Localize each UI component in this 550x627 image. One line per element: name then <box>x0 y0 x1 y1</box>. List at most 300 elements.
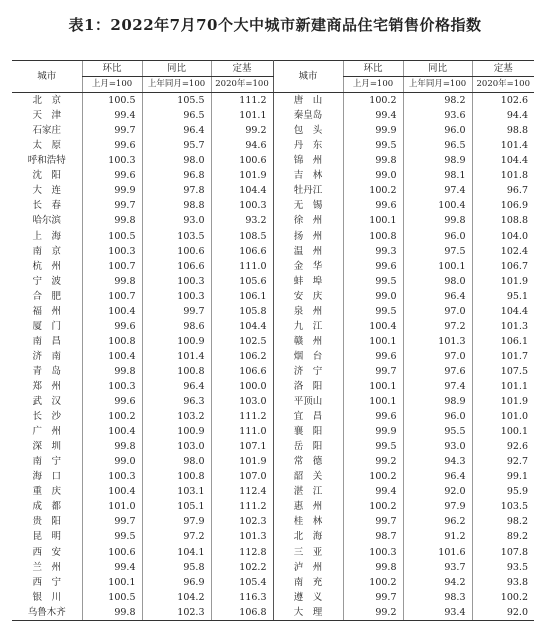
left-fixed-cell: 106.2 <box>211 349 273 364</box>
left-fixed-cell: 108.5 <box>211 229 273 244</box>
table-row <box>12 379 534 394</box>
right-fixed-cell: 93.5 <box>472 560 534 575</box>
right-city-cell: 韶 关 <box>293 471 323 483</box>
right-fixed-cell: 98.8 <box>472 123 534 138</box>
left-yoy-cell: 100.8 <box>142 469 211 484</box>
left-fixed-cell: 111.0 <box>211 424 273 439</box>
right-city-cell: 惠 州 <box>293 501 323 513</box>
left-city-cell: 青 岛 <box>32 365 61 377</box>
left-fixed-cell: 105.4 <box>211 575 273 590</box>
left-city-cell: 深 圳 <box>32 441 61 453</box>
left-city-cell: 武 汉 <box>32 396 61 408</box>
right-mom-cell: 100.2 <box>343 183 403 198</box>
left-city-cell: 南 昌 <box>32 335 61 347</box>
left-fixed-cell: 111.0 <box>211 259 273 274</box>
left-city-cell: 沈 阳 <box>32 170 61 182</box>
right-fixed-cell: 101.9 <box>472 394 534 409</box>
left-city-cell: 乌鲁木齐 <box>12 605 82 621</box>
left-yoy-cell: 103.5 <box>142 229 211 244</box>
right-mom-cell: 99.5 <box>343 274 403 289</box>
left-city-cell: 长 春 <box>32 200 61 212</box>
right-mom-cell: 99.0 <box>343 168 403 183</box>
table-row <box>12 138 534 153</box>
right-fixed-cell: 93.8 <box>472 575 534 590</box>
left-city-cell: 太 原 <box>32 140 61 152</box>
right-mom-cell: 100.4 <box>343 319 403 334</box>
right-yoy-cell: 93.6 <box>403 108 472 123</box>
left-city-cell: 海 口 <box>32 471 61 483</box>
left-yoy-cell: 95.8 <box>142 560 211 575</box>
right-city-cell: 北 海 <box>293 531 323 543</box>
table-row <box>12 259 534 274</box>
right-mom-cell: 99.4 <box>343 484 403 499</box>
left-city-cell: 上 海 <box>32 230 61 242</box>
table-row <box>12 319 534 334</box>
right-mom-cell: 99.9 <box>343 424 403 439</box>
right-mom-cell: 99.8 <box>343 153 403 168</box>
right-mom-cell: 99.5 <box>343 138 403 153</box>
left-city-cell: 厦 门 <box>32 320 61 332</box>
left-yoy-cell: 102.3 <box>142 605 211 621</box>
table-row <box>12 123 534 138</box>
right-city-cell: 金 华 <box>293 260 323 272</box>
left-mom-cell: 99.8 <box>82 605 142 621</box>
left-mom-cell: 99.6 <box>82 168 142 183</box>
right-yoy-cell: 98.2 <box>403 93 472 109</box>
right-mom-cell: 99.5 <box>343 439 403 454</box>
left-city-cell: 广 州 <box>32 426 61 438</box>
left-yoy-cell: 96.8 <box>142 168 211 183</box>
right-city-cell: 蚌 埠 <box>293 275 323 287</box>
right-yoy-cell: 98.3 <box>403 590 472 605</box>
left-mom-cell: 100.8 <box>82 334 142 349</box>
right-city-cell: 吉 林 <box>293 170 323 182</box>
right-city-cell: 大 理 <box>273 605 343 621</box>
left-city-cell: 石家庄 <box>32 125 61 137</box>
left-yoy-cell: 95.7 <box>142 138 211 153</box>
right-fixed-cell: 104.4 <box>472 153 534 168</box>
left-mom-cell: 100.3 <box>82 153 142 168</box>
left-city-cell: 西 宁 <box>32 576 61 588</box>
right-fixed-cell: 101.3 <box>472 319 534 334</box>
right-city-cell: 牡丹江 <box>293 185 323 197</box>
right-yoy-cell: 97.9 <box>403 499 472 514</box>
right-fixed-cell: 94.4 <box>472 108 534 123</box>
city-header-right: 城市 <box>273 61 343 93</box>
right-city-cell: 桂 林 <box>293 516 323 528</box>
left-city-cell: 北 京 <box>32 95 61 107</box>
left-mom-cell: 100.3 <box>82 379 142 394</box>
yoy-base-left: 上年同月=100 <box>142 77 211 93</box>
right-yoy-cell: 97.0 <box>403 304 472 319</box>
right-city-cell: 南 充 <box>293 576 323 588</box>
left-city-cell: 郑 州 <box>32 381 61 392</box>
left-yoy-cell: 104.2 <box>142 590 211 605</box>
right-mom-cell: 100.3 <box>343 545 403 560</box>
right-yoy-cell: 97.0 <box>403 349 472 364</box>
right-fixed-cell: 96.7 <box>472 183 534 198</box>
right-mom-cell: 100.1 <box>343 379 403 394</box>
left-yoy-cell: 100.8 <box>142 364 211 379</box>
table-row <box>12 153 534 168</box>
fixed-base-left: 2020年=100 <box>211 77 273 93</box>
right-mom-cell: 99.6 <box>343 259 403 274</box>
table-row <box>12 484 534 499</box>
left-mom-cell: 99.4 <box>82 108 142 123</box>
left-yoy-cell: 97.9 <box>142 514 211 529</box>
left-mom-cell: 100.5 <box>82 93 142 109</box>
left-mom-cell: 99.6 <box>82 319 142 334</box>
left-yoy-cell: 97.8 <box>142 183 211 198</box>
right-mom-cell: 99.7 <box>343 590 403 605</box>
right-yoy-cell: 98.0 <box>403 274 472 289</box>
left-fixed-cell: 105.8 <box>211 304 273 319</box>
left-fixed-cell: 101.9 <box>211 454 273 469</box>
right-fixed-cell: 101.8 <box>472 168 534 183</box>
left-yoy-cell: 93.0 <box>142 213 211 228</box>
left-city-cell: 长 沙 <box>32 411 61 423</box>
table-row <box>12 590 534 605</box>
right-city-cell: 唐 山 <box>293 95 323 107</box>
left-fixed-cell: 105.6 <box>211 274 273 289</box>
right-yoy-cell: 98.1 <box>403 168 472 183</box>
table-row <box>12 514 534 529</box>
left-yoy-cell: 100.3 <box>142 289 211 304</box>
table-row <box>12 289 534 304</box>
table-row <box>12 394 534 409</box>
left-fixed-cell: 101.9 <box>211 168 273 183</box>
right-fixed-cell: 101.7 <box>472 349 534 364</box>
right-fixed-cell: 104.0 <box>472 229 534 244</box>
left-yoy-cell: 96.9 <box>142 575 211 590</box>
right-fixed-cell: 100.1 <box>472 424 534 439</box>
right-fixed-cell: 101.0 <box>472 409 534 424</box>
left-city-cell: 重 庆 <box>32 486 61 498</box>
left-yoy-cell: 100.6 <box>142 244 211 259</box>
left-fixed-cell: 107.0 <box>211 469 273 484</box>
right-city-cell: 扬 州 <box>293 230 323 242</box>
left-yoy-cell: 97.2 <box>142 529 211 544</box>
left-mom-cell: 100.4 <box>82 424 142 439</box>
left-mom-cell: 99.6 <box>82 394 142 409</box>
right-mom-cell: 99.0 <box>343 289 403 304</box>
left-fixed-cell: 93.2 <box>211 213 273 228</box>
right-fixed-cell: 92.7 <box>472 454 534 469</box>
right-city-cell: 泉 州 <box>293 305 323 317</box>
right-yoy-cell: 98.9 <box>403 394 472 409</box>
left-city-cell: 宁 波 <box>32 275 61 287</box>
table-row <box>12 575 534 590</box>
right-city-cell: 秦皇岛 <box>293 110 323 122</box>
left-yoy-cell: 96.5 <box>142 108 211 123</box>
mom-base-left: 上月=100 <box>82 77 142 93</box>
left-mom-cell: 100.5 <box>82 590 142 605</box>
table-row <box>12 168 534 183</box>
right-city-cell: 赣 州 <box>293 335 323 347</box>
right-yoy-cell: 91.2 <box>403 529 472 544</box>
fixed-header-right: 定基 <box>472 61 534 77</box>
left-city-cell: 南 京 <box>32 245 61 257</box>
right-mom-cell: 99.6 <box>343 409 403 424</box>
right-yoy-cell: 96.4 <box>403 469 472 484</box>
left-fixed-cell: 102.2 <box>211 560 273 575</box>
yoy-header-right: 同比 <box>403 61 472 77</box>
right-city-cell: 洛 阳 <box>293 381 323 392</box>
left-yoy-cell: 99.7 <box>142 304 211 319</box>
table-row <box>12 424 534 439</box>
right-fixed-cell: 99.1 <box>472 469 534 484</box>
table-row <box>12 304 534 319</box>
right-mom-cell: 99.7 <box>343 514 403 529</box>
table-row <box>12 499 534 514</box>
left-mom-cell: 101.0 <box>82 499 142 514</box>
right-mom-cell: 99.5 <box>343 304 403 319</box>
left-fixed-cell: 102.3 <box>211 514 273 529</box>
right-city-cell: 包 头 <box>293 125 323 137</box>
left-fixed-cell: 102.5 <box>211 334 273 349</box>
left-mom-cell: 99.8 <box>82 213 142 228</box>
left-mom-cell: 99.7 <box>82 123 142 138</box>
right-yoy-cell: 97.2 <box>403 319 472 334</box>
left-city-cell: 哈尔滨 <box>32 215 61 227</box>
left-fixed-cell: 111.2 <box>211 499 273 514</box>
table-row <box>12 454 534 469</box>
left-yoy-cell: 105.1 <box>142 499 211 514</box>
right-mom-cell: 99.9 <box>343 123 403 138</box>
right-fixed-cell: 107.5 <box>472 364 534 379</box>
right-fixed-cell: 101.9 <box>472 274 534 289</box>
table-row <box>12 439 534 454</box>
right-yoy-cell: 94.3 <box>403 454 472 469</box>
fixed-base-right: 2020年=100 <box>472 77 534 93</box>
table-row <box>12 364 534 379</box>
city-header-left: 城市 <box>12 61 82 93</box>
left-yoy-cell: 103.1 <box>142 484 211 499</box>
right-city-cell: 泸 州 <box>293 561 323 573</box>
fixed-header-left: 定基 <box>211 61 273 77</box>
table-body <box>12 93 534 621</box>
table-row <box>12 93 534 109</box>
right-fixed-cell: 106.7 <box>472 259 534 274</box>
right-yoy-cell: 99.8 <box>403 213 472 228</box>
left-fixed-cell: 104.4 <box>211 319 273 334</box>
left-mom-cell: 99.9 <box>82 183 142 198</box>
left-fixed-cell: 103.0 <box>211 394 273 409</box>
left-yoy-cell: 103.2 <box>142 409 211 424</box>
right-mom-cell: 99.4 <box>343 108 403 123</box>
right-fixed-cell: 106.1 <box>472 334 534 349</box>
right-yoy-cell: 98.9 <box>403 153 472 168</box>
right-city-cell: 锦 州 <box>293 155 323 167</box>
left-yoy-cell: 98.6 <box>142 319 211 334</box>
table-row <box>12 334 534 349</box>
right-fixed-cell: 95.1 <box>472 289 534 304</box>
left-city-cell: 合 肥 <box>32 290 61 302</box>
left-mom-cell: 100.7 <box>82 259 142 274</box>
right-mom-cell: 100.2 <box>343 575 403 590</box>
left-mom-cell: 100.5 <box>82 229 142 244</box>
right-fixed-cell: 95.9 <box>472 484 534 499</box>
left-yoy-cell: 104.1 <box>142 545 211 560</box>
right-city-cell: 湛 江 <box>293 486 323 498</box>
table-row <box>12 108 534 123</box>
right-fixed-cell: 103.5 <box>472 499 534 514</box>
right-mom-cell: 99.3 <box>343 244 403 259</box>
table-row <box>12 560 534 575</box>
right-yoy-cell: 97.6 <box>403 364 472 379</box>
left-fixed-cell: 112.8 <box>211 545 273 560</box>
left-yoy-cell: 98.0 <box>142 454 211 469</box>
right-yoy-cell: 96.2 <box>403 514 472 529</box>
yoy-header-left: 同比 <box>142 61 211 77</box>
left-yoy-cell: 106.6 <box>142 259 211 274</box>
right-mom-cell: 100.1 <box>343 334 403 349</box>
left-yoy-cell: 96.3 <box>142 394 211 409</box>
right-mom-cell: 99.8 <box>343 560 403 575</box>
right-mom-cell: 100.1 <box>343 394 403 409</box>
left-mom-cell: 99.4 <box>82 560 142 575</box>
left-fixed-cell: 106.6 <box>211 364 273 379</box>
mom-header-left: 环比 <box>82 61 142 77</box>
right-fixed-cell: 102.4 <box>472 244 534 259</box>
left-city-cell: 贵 阳 <box>32 516 61 528</box>
left-fixed-cell: 106.6 <box>211 244 273 259</box>
right-yoy-cell: 100.4 <box>403 198 472 213</box>
right-mom-cell: 100.2 <box>343 469 403 484</box>
right-yoy-cell: 96.0 <box>403 409 472 424</box>
left-yoy-cell: 105.5 <box>142 93 211 109</box>
left-mom-cell: 100.2 <box>82 409 142 424</box>
right-yoy-cell: 96.0 <box>403 229 472 244</box>
table-row <box>12 183 534 198</box>
right-city-cell: 三 亚 <box>293 546 323 558</box>
yoy-base-right: 上年同月=100 <box>403 77 472 93</box>
left-city-cell: 南 宁 <box>32 456 61 468</box>
table-row <box>12 244 534 259</box>
right-mom-cell: 100.8 <box>343 229 403 244</box>
left-fixed-cell: 111.2 <box>211 93 273 109</box>
left-city-cell: 成 都 <box>32 501 61 513</box>
left-mom-cell: 99.7 <box>82 514 142 529</box>
left-city-cell: 西 安 <box>32 546 61 558</box>
right-fixed-cell: 106.9 <box>472 198 534 213</box>
right-mom-cell: 100.2 <box>343 93 403 109</box>
left-fixed-cell: 104.4 <box>211 183 273 198</box>
right-fixed-cell: 92.6 <box>472 439 534 454</box>
right-fixed-cell: 89.2 <box>472 529 534 544</box>
left-yoy-cell: 98.8 <box>142 198 211 213</box>
right-city-cell: 无 锡 <box>293 200 323 212</box>
right-mom-cell: 99.7 <box>343 364 403 379</box>
right-yoy-cell: 93.4 <box>403 605 472 621</box>
left-fixed-cell: 107.1 <box>211 439 273 454</box>
left-city-cell: 呼和浩特 <box>27 155 66 167</box>
left-yoy-cell: 100.9 <box>142 334 211 349</box>
right-mom-cell: 99.2 <box>343 605 403 621</box>
header-row-1 <box>12 61 534 77</box>
right-city-cell: 平顶山 <box>293 396 323 408</box>
left-fixed-cell: 94.6 <box>211 138 273 153</box>
right-city-cell: 宜 昌 <box>293 411 323 423</box>
table-row <box>12 213 534 228</box>
right-fixed-cell: 101.4 <box>472 138 534 153</box>
left-mom-cell: 100.4 <box>82 349 142 364</box>
left-mom-cell: 99.5 <box>82 529 142 544</box>
left-mom-cell: 99.8 <box>82 274 142 289</box>
mom-base-right: 上月=100 <box>343 77 403 93</box>
left-city-cell: 银 川 <box>32 591 61 603</box>
right-city-cell: 岳 阳 <box>293 441 323 453</box>
right-yoy-cell: 100.1 <box>403 259 472 274</box>
table-row <box>12 469 534 484</box>
table-row <box>12 409 534 424</box>
right-mom-cell: 99.6 <box>343 349 403 364</box>
left-city-cell: 济 南 <box>32 350 61 362</box>
left-mom-cell: 100.1 <box>82 575 142 590</box>
right-city-cell: 襄 阳 <box>293 426 323 438</box>
right-yoy-cell: 96.4 <box>403 289 472 304</box>
right-city-cell: 丹 东 <box>293 140 323 152</box>
table-row <box>12 349 534 364</box>
left-yoy-cell: 100.9 <box>142 424 211 439</box>
left-city-cell: 杭 州 <box>32 260 61 272</box>
left-mom-cell: 100.4 <box>82 304 142 319</box>
right-yoy-cell: 97.4 <box>403 379 472 394</box>
left-city-cell: 天 津 <box>32 110 61 122</box>
right-yoy-cell: 101.6 <box>403 545 472 560</box>
right-city-cell: 徐 州 <box>293 215 323 227</box>
right-fixed-cell: 107.8 <box>472 545 534 560</box>
left-city-cell: 福 州 <box>32 305 61 317</box>
right-city-cell: 安 庆 <box>293 290 323 302</box>
right-yoy-cell: 94.2 <box>403 575 472 590</box>
left-fixed-cell: 99.2 <box>211 123 273 138</box>
table-row <box>12 198 534 213</box>
right-mom-cell: 100.2 <box>343 499 403 514</box>
price-index-table <box>12 60 534 621</box>
left-fixed-cell: 106.1 <box>211 289 273 304</box>
right-city-cell: 烟 台 <box>293 350 323 362</box>
left-fixed-cell: 100.0 <box>211 379 273 394</box>
right-mom-cell: 99.6 <box>343 198 403 213</box>
left-fixed-cell: 101.3 <box>211 529 273 544</box>
right-fixed-cell: 104.4 <box>472 304 534 319</box>
left-yoy-cell: 103.0 <box>142 439 211 454</box>
left-mom-cell: 100.3 <box>82 469 142 484</box>
left-fixed-cell: 111.2 <box>211 409 273 424</box>
right-yoy-cell: 101.3 <box>403 334 472 349</box>
right-mom-cell: 100.1 <box>343 213 403 228</box>
mom-header-right: 环比 <box>343 61 403 77</box>
left-yoy-cell: 100.3 <box>142 274 211 289</box>
right-yoy-cell: 93.0 <box>403 439 472 454</box>
table-row <box>12 274 534 289</box>
left-city-cell: 兰 州 <box>32 561 61 573</box>
left-fixed-cell: 106.8 <box>211 605 273 621</box>
right-yoy-cell: 96.5 <box>403 138 472 153</box>
left-mom-cell: 100.4 <box>82 484 142 499</box>
left-city-cell: 大 连 <box>32 185 61 197</box>
right-mom-cell: 99.2 <box>343 454 403 469</box>
left-mom-cell: 99.0 <box>82 454 142 469</box>
left-fixed-cell: 101.1 <box>211 108 273 123</box>
left-mom-cell: 99.7 <box>82 198 142 213</box>
right-city-cell: 遵 义 <box>293 591 323 603</box>
left-yoy-cell: 96.4 <box>142 379 211 394</box>
left-city-cell: 昆 明 <box>32 531 61 543</box>
right-city-cell: 温 州 <box>293 245 323 257</box>
left-mom-cell: 99.6 <box>82 138 142 153</box>
